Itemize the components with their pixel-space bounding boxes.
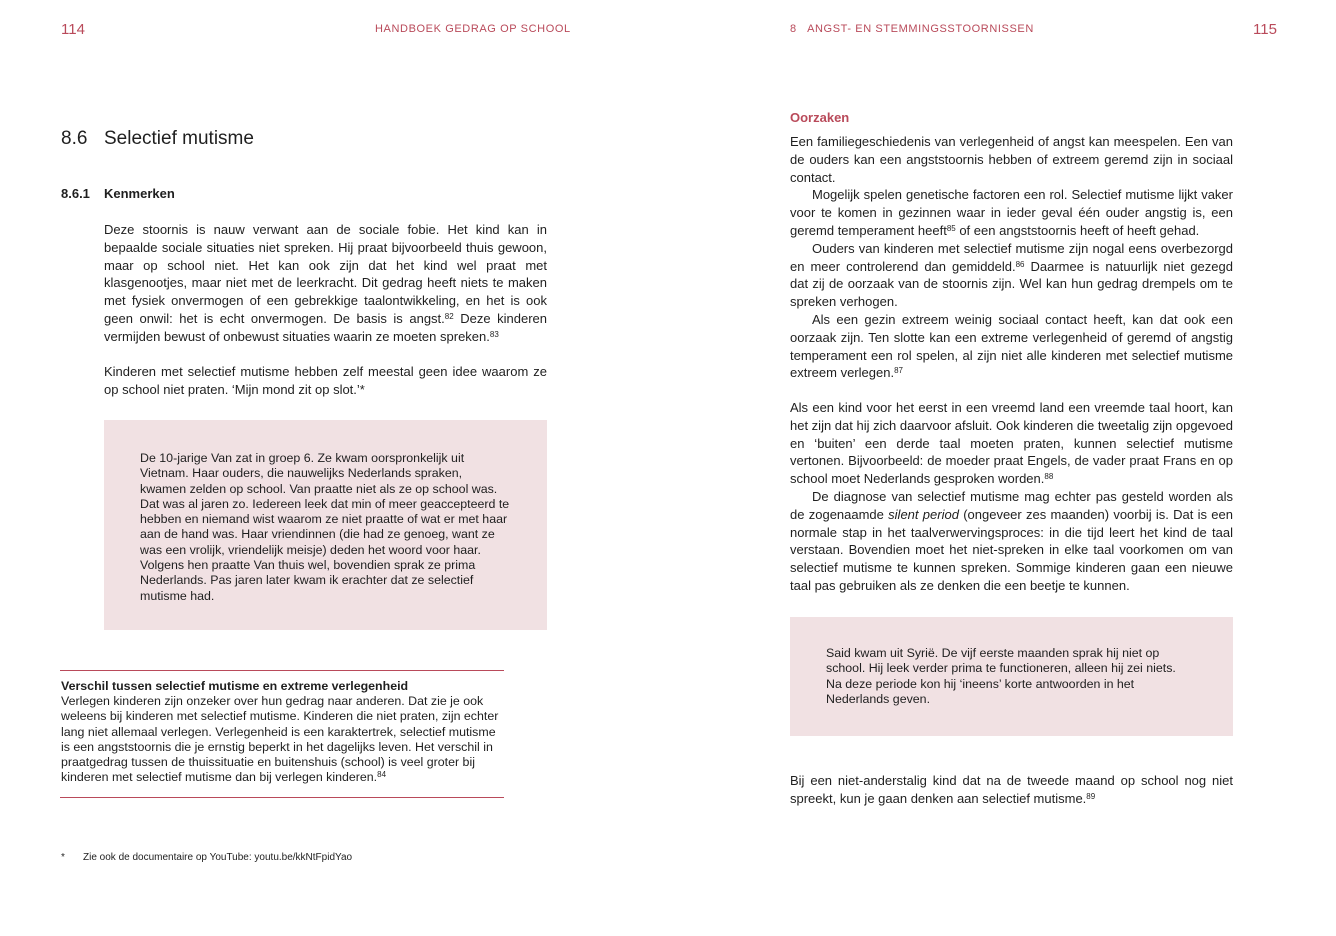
paragraph-kenmerken-1: Deze stoornis is nauw verwant aan de sociale fobie. Het kind kan in bepaalde sociale situaties niet spreken. Hij praat bijvoorbeeld thuis gewoon, maar op school niet. Het kan ook zijn dat het kind wel praat met klasgenootjes, maar niet met de leerkracht. Dit gedrag heeft niets te maken met fysiek onvermogen of een gebrekkige taalontwikkeling, en het is ook geen onwil: het is echt onvermogen. De basis is angst.$^{82}$ Deze kinderen vermijden bewust of onbewust situaties waarin ze moeten spreken.$^{83}$ <box>104 222 547 344</box>
subsection-title: Kenmerken <box>104 186 175 201</box>
footnote-text: Zie ook de documentaire op YouTube: youtu.be/kkNtFpidYao <box>83 852 353 863</box>
paragraph-oorzaken-1: Een familiegeschiedenis van verlegenheid of angst kan meespelen. Een van de ouders kan een angststoornis hebben of extreem geremd zijn in sociaal contact. <box>790 134 1233 185</box>
section-number: 8.6 <box>61 128 88 149</box>
subsection-heading <box>61 186 175 201</box>
footnote-ref-86: 86 <box>1015 259 1025 269</box>
footnote <box>61 852 352 863</box>
aside-verschil <box>61 679 501 785</box>
footnote-ref-82: 82 <box>444 311 454 321</box>
paragraph-kenmerken-2: Kinderen met selectief mutisme hebben zelf meestal geen idee waarom ze op school niet praten. ‘Mijn mond zit op slot.’* <box>104 364 547 397</box>
aside-title: Verschil tussen selectief mutisme en extreme verlegenheid <box>61 679 409 693</box>
paragraph-oorzaken-2: Mogelijk spelen genetische factoren een rol. Selectief mutisme lijkt vaker voor te komen in gezinnen waar in ieder geval één ouder angstig is, een geremd temperament heeft$^{85}$ of een angststoornis heeft of heeft gehad. <box>790 187 1233 238</box>
section-title: Selectief mutisme <box>104 128 254 149</box>
paragraph-oorzaken-3: Ouders van kinderen met selectief mutisme zijn nogal eens overbezorgd en meer controlerend dan gemiddeld.$^{86}$ Daarmee is natuurlijk niet gezegd dat zij de oorzaak van de stoornis zijn. Wel kan hun gedrag drempels om te spreken verhogen. <box>790 240 1233 310</box>
subsection-number: 8.6.1 <box>61 186 90 201</box>
taal-text <box>790 399 1233 595</box>
aside-text: Verlegen kinderen zijn onzeker over hun gedrag naar anderen. Dat zie je ook weleens bij kinderen met selectief mutisme. Kinderen die niet praten, zijn echter lang niet allemaal verlegen. Verlegenheid is een karaktertrek, selectief mutisme is een angststoornis die je ernstig beperkt in het dagelijks leven. Het verschil in praatgedrag tussen de thuissituatie en buitenshuis (school) is veel groter bij kinderen met selectief mutisme dan bij verlegen kinderen.$^{84}$ <box>61 694 499 785</box>
footnote-ref-89: 89 <box>1086 791 1096 801</box>
heading-oorzaken: Oorzaken <box>790 110 850 125</box>
right-running-head: 8 ANGST- EN STEMMINGSSTOORNISSEN <box>790 23 1034 35</box>
paragraph-taal-1: Als een kind voor het eerst in een vreemd land een vreemde taal hoort, kan het zijn dat hij zich daarvoor afsluit. Ook kinderen die tweetalig zijn opgevoed en ‘buiten’ een derde taal moeten praten, kunnen selectief mutisme vertonen. Bijvoorbeeld: de moeder praat Engels, de vader praat Frans en op school moet Nederlands gesproken worden.$^{88}$ <box>790 400 1233 487</box>
footnote-ref-88: 88 <box>1044 472 1054 482</box>
case-box-said <box>790 617 1233 736</box>
paragraph-conclusion: Bij een niet-anderstalig kind dat na de tweede maand op school nog niet spreekt, kun je gaan denken aan selectief mutisme.$^{89}$ <box>790 773 1233 806</box>
case-box-van <box>104 420 547 630</box>
footnote-ref-84: 84 <box>377 770 387 780</box>
emphasis-silent-period: silent period <box>888 506 959 522</box>
right-page-number: 115 <box>1253 21 1277 38</box>
section-heading <box>61 128 254 150</box>
paragraph-oorzaken-4: Als een gezin extreem weinig sociaal contact heeft, kan dat ook een oorzaak zijn. Ten slotte kan een extreme verlegenheid of geremd of angstig temperament een rol spelen, al zijn niet alle kinderen met selectief mutisme extreem verlegen.$^{87}$ <box>790 311 1233 381</box>
paragraph-taal-2: De diagnose van selectief mutisme mag echter pas gesteld worden als de zogenaamde silent period (ongeveer zes maanden) voorbij is. Dat is een normale stap in het taalverwervingsproces: in die tijd leert het kind de taal verstaan. Bovendien moet het niet-spreken in elke taal voorkomen om van selectief mutisme te kunnen spreken. Sommige kinderen gaan een nieuwe taal pas gebruiken als ze denken die een beetje te kunnen. <box>790 488 1233 593</box>
footnote-ref-85: 85 <box>946 223 956 233</box>
oorzaken-text <box>790 133 1233 382</box>
left-running-head: HANDBOEK GEDRAG OP SCHOOL <box>375 23 571 35</box>
left-page-number: 114 <box>61 21 85 38</box>
aside-bottom-rule <box>60 797 504 798</box>
case-text-said: Said kwam uit Syrië. De vijf eerste maanden sprak hij niet op school. Hij leek verder prima te functioneren, alleen hij zei niets. Na deze periode kon hij ‘ineens’ korte antwoorden in het Nederlands geven. <box>826 646 1176 706</box>
footnote-marker: * <box>61 852 65 863</box>
footnote-ref-83: 83 <box>489 329 499 339</box>
footnote-ref-87: 87 <box>894 366 903 376</box>
aside-top-rule <box>60 670 504 671</box>
case-text-van: De 10-jarige Van zat in groep 6. Ze kwam oorspronkelijk uit Vietnam. Haar ouders, die nauwelijks Nederlands spraken, kwamen zelden op school. Van praatte niet als ze op school was. Dat was al jaren zo. Iedereen leek dat min of meer geaccepteerd te hebben en niemand wist waarom ze niet praatte of wat er met haar aan de hand was. Haar vriendinnen (die had ze genoeg, want ze was een vrolijk, vriendelijk meisje) deden het woord voor haar. Volgens hen praatte Van thuis wel, bovendien sprak ze prima Nederlands. Pas jaren later kwam ik erachter dat ze selectief mutisme had. <box>140 451 510 603</box>
